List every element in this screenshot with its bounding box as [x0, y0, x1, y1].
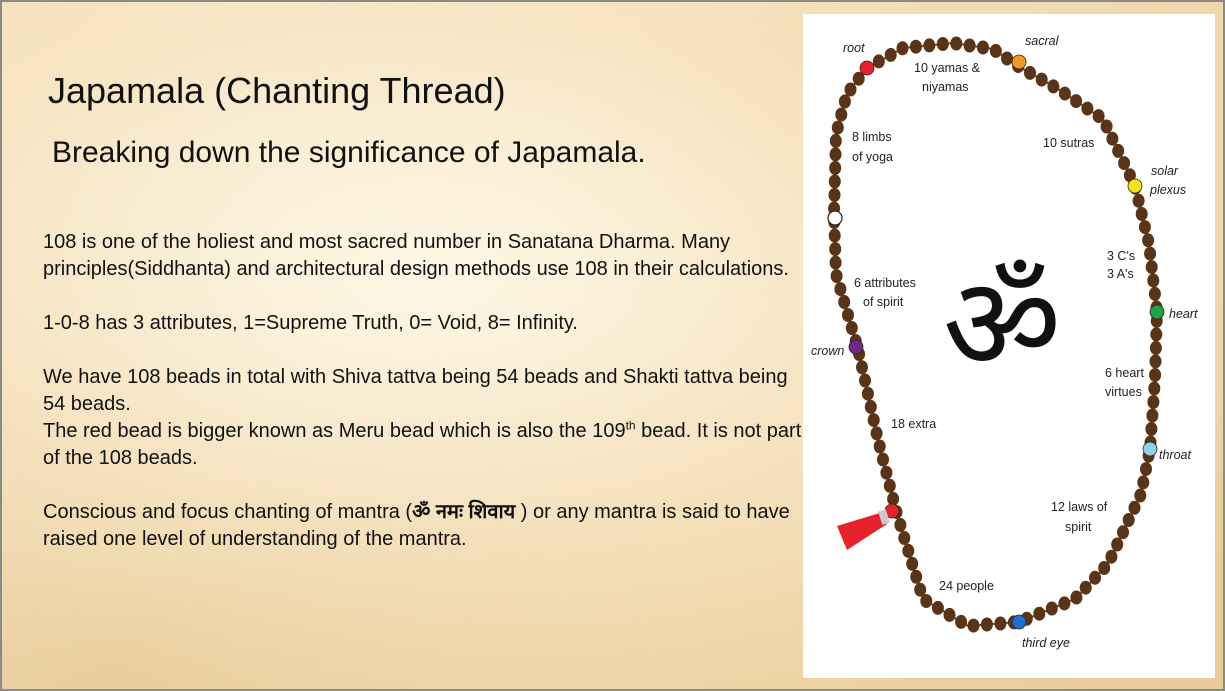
mala-bead — [832, 121, 844, 135]
label-virtues-2: virtues — [1105, 385, 1142, 399]
mala-bead — [1112, 144, 1124, 158]
mala-bead — [1111, 538, 1123, 552]
slide-title: Japamala (Chanting Thread) — [48, 70, 506, 111]
mala-bead — [914, 583, 926, 597]
label-limbs-1: 8 limbs — [852, 130, 892, 144]
mala-bead — [862, 387, 874, 401]
mala-bead — [1149, 287, 1161, 301]
slide-subtitle: Breaking down the significance of Japamala. — [52, 136, 646, 169]
mala-bead — [1136, 207, 1148, 221]
mala-bead — [829, 242, 841, 256]
mala-bead — [838, 295, 850, 309]
mala-bead — [1033, 607, 1045, 621]
mala-bead — [830, 134, 842, 148]
mala-bead — [1101, 120, 1113, 134]
meru-text-pre: The red bead is bigger known as Meru bead which is also the 109 — [43, 420, 626, 442]
mala-bead — [835, 108, 847, 122]
mala-bead — [1150, 354, 1162, 368]
mala-bead — [1142, 233, 1154, 247]
label-yamas-2: niyamas — [922, 80, 969, 94]
mala-bead — [910, 570, 922, 584]
root-bead — [860, 61, 874, 75]
label-yamas-1: 10 yamas & — [914, 61, 981, 75]
label-cs-2: 3 A's — [1107, 267, 1134, 281]
mala-bead — [944, 608, 956, 622]
mala-bead — [1149, 368, 1161, 382]
mala-bead — [1133, 194, 1145, 208]
mala-bead — [1105, 550, 1117, 564]
label-virtues-1: 6 heart — [1105, 366, 1144, 380]
label-cs-1: 3 C's — [1107, 249, 1136, 263]
mala-bead — [1145, 422, 1157, 436]
label-third-eye: third eye — [1022, 636, 1070, 650]
label-people: 24 people — [939, 579, 994, 593]
label-solar-1: solar — [1151, 164, 1179, 178]
mala-bead — [859, 374, 871, 388]
mala-bead — [829, 161, 841, 175]
mala-bead — [874, 440, 886, 454]
mala-bead — [1137, 475, 1149, 489]
mala-bead — [831, 269, 843, 283]
mala-bead — [923, 38, 935, 52]
mala-bead — [981, 618, 993, 632]
mala-bead — [1093, 109, 1105, 123]
label-limbs-2: of yoga — [852, 150, 894, 164]
mala-bead — [990, 44, 1002, 58]
mala-bead — [1150, 327, 1162, 341]
mala-bead — [994, 617, 1006, 631]
mala-bead — [968, 619, 980, 633]
mala-bead — [830, 256, 842, 270]
mala-bead — [1070, 591, 1082, 605]
mala-bead — [1059, 87, 1071, 101]
mala-bead — [1129, 501, 1141, 515]
label-root: root — [843, 41, 865, 55]
mantra-text-post: ) or any mantra is said to have raised one level of understanding of the mantra. — [43, 501, 790, 550]
tassel-shape — [837, 512, 887, 550]
mala-bead — [846, 321, 858, 335]
crown-bead — [849, 340, 863, 354]
mala-bead — [1147, 395, 1159, 409]
mala-bead — [1046, 602, 1058, 616]
paragraph-mantra — [43, 499, 813, 553]
mala-bead — [829, 229, 841, 243]
mala-bead — [950, 37, 962, 51]
mala-bead — [1139, 220, 1151, 234]
label-extra: 18 extra — [891, 417, 937, 431]
japamala-diagram — [803, 14, 1215, 678]
om-icon: ॐ — [942, 248, 1062, 400]
mala-bead — [1146, 409, 1158, 423]
mala-bead — [897, 41, 909, 55]
paragraph-108: 108 is one of the holiest and most sacred number in Sanatana Dharma. Many principles(Siddhanta) and architectural design methods use 108 in their calculations. — [43, 231, 789, 280]
japamala-svg — [803, 14, 1215, 678]
mala-bead — [868, 413, 880, 427]
mala-bead — [910, 40, 922, 54]
mala-bead — [1070, 94, 1082, 108]
mala-bead — [1123, 513, 1135, 527]
mala-bead — [885, 48, 897, 62]
mala-bead — [845, 83, 857, 97]
mala-bead — [877, 453, 889, 467]
label-attributes-2: of spirit — [863, 295, 904, 309]
mala-bead — [842, 308, 854, 322]
third-eye-bead — [1012, 615, 1026, 629]
mala-bead — [1148, 382, 1160, 396]
mala-bead — [1036, 73, 1048, 87]
mala-bead — [1146, 260, 1158, 274]
mala-bead — [829, 175, 841, 189]
label-throat: throat — [1159, 448, 1191, 462]
mala-bead — [1047, 79, 1059, 93]
mala-bead — [865, 400, 877, 414]
meru-superscript: th — [625, 418, 636, 433]
empty-bead — [828, 211, 842, 225]
label-heart: heart — [1169, 307, 1198, 321]
mala-bead — [830, 147, 842, 161]
mala-bead — [1140, 462, 1152, 476]
mala-bead — [1134, 489, 1146, 503]
mala-bead — [1058, 596, 1070, 610]
paragraph-meru — [43, 418, 813, 472]
mala-bead — [955, 615, 967, 629]
mala-bead — [1147, 274, 1159, 288]
mala-bead — [834, 282, 846, 296]
mala-bead — [1089, 571, 1101, 585]
label-laws-1: 12 laws of — [1051, 500, 1108, 514]
mala-bead — [1098, 561, 1110, 575]
mala-bead — [856, 360, 868, 374]
mala-bead — [1118, 156, 1130, 170]
mala-bead — [932, 601, 944, 615]
label-attributes-1: 6 attributes — [854, 276, 916, 290]
mala-bead — [1117, 525, 1129, 539]
mala-bead — [906, 557, 918, 571]
mala-bead — [1001, 52, 1013, 66]
mantra-devanagari: ॐ नमः शिवाय — [412, 501, 516, 523]
label-crown: crown — [811, 344, 845, 358]
mala-bead — [1144, 247, 1156, 261]
mala-bead — [1080, 581, 1092, 595]
mala-bead — [880, 466, 892, 480]
mala-bead — [1106, 132, 1118, 146]
label-sutras: 10 sutras — [1043, 136, 1095, 150]
meru-text-post: bead. It is not part of the 108 beads. — [43, 420, 802, 469]
mala-bead — [902, 544, 914, 558]
mala-bead — [1150, 341, 1162, 355]
mala-bead — [873, 54, 885, 68]
paragraph-beads: We have 108 beads in total with Shiva tattva being 54 beads and Shakti tattva being 54 beads. — [43, 366, 788, 415]
mala-bead — [1024, 66, 1036, 80]
throat-bead — [1143, 442, 1157, 456]
mala-bead — [1081, 102, 1093, 116]
mala-bead — [839, 95, 851, 109]
mala-bead — [884, 479, 896, 493]
solar-bead — [1128, 179, 1142, 193]
mala-bead — [937, 37, 949, 51]
label-sacral: sacral — [1025, 34, 1059, 48]
slide-body — [43, 229, 813, 553]
mala-bead — [964, 39, 976, 53]
mala-bead — [829, 188, 841, 202]
label-solar-2: plexus — [1150, 183, 1187, 197]
mantra-text-pre: Conscious and focus chanting of mantra ( — [43, 501, 413, 523]
mala-bead — [871, 426, 883, 440]
paragraph-attributes: 1-0-8 has 3 attributes, 1=Supreme Truth, 0= Void, 8= Infinity. — [43, 312, 578, 334]
mala-bead — [894, 518, 906, 532]
sacral-bead — [1012, 55, 1026, 69]
mala-bead — [977, 41, 989, 55]
label-laws-2: spirit — [1065, 520, 1092, 534]
meru-tassel-icon — [837, 509, 890, 550]
mala-bead — [898, 531, 910, 545]
heart-bead — [1150, 305, 1164, 319]
